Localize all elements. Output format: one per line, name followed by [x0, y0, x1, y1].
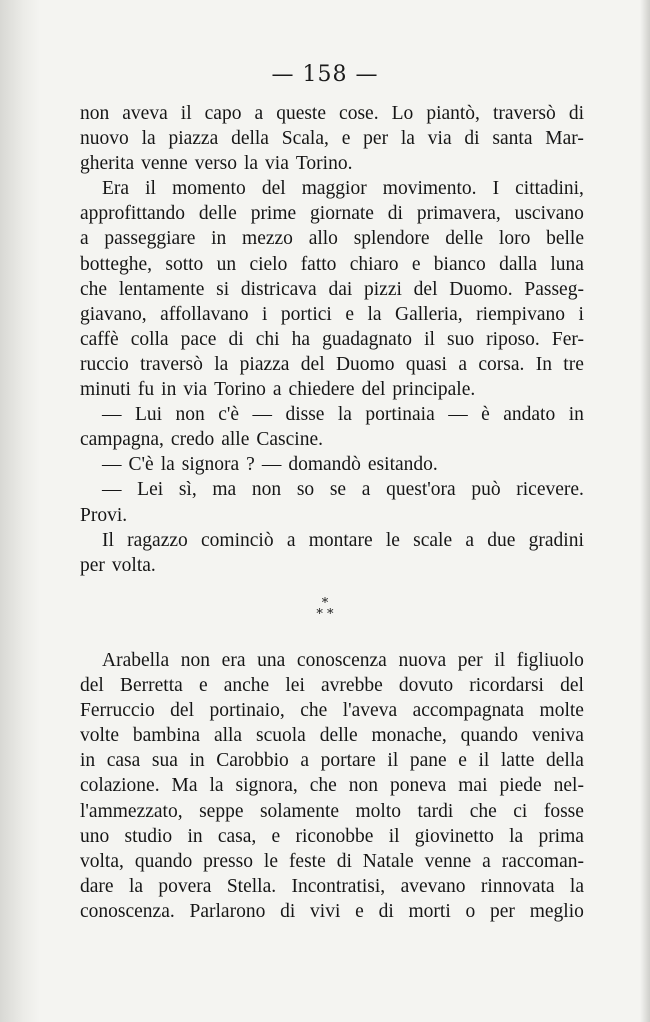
- word: monache,: [371, 725, 447, 747]
- word: piede: [499, 775, 542, 797]
- text-line: [80, 723, 584, 748]
- word: alla: [213, 725, 243, 747]
- word: del: [300, 353, 325, 375]
- word: —: [261, 454, 282, 476]
- word: Carobbio: [216, 750, 289, 772]
- word: via: [427, 128, 452, 150]
- word: Il: [102, 529, 114, 551]
- word: il: [388, 825, 400, 847]
- word: di: [568, 103, 584, 124]
- word: di: [464, 128, 480, 150]
- word: cose.: [339, 103, 379, 124]
- word: in: [189, 750, 205, 772]
- word: quasi: [405, 353, 447, 375]
- text-line: [80, 648, 584, 673]
- word: e: [198, 675, 208, 697]
- word: può: [471, 479, 501, 501]
- word: anche: [223, 675, 270, 697]
- word: dalla: [499, 253, 538, 275]
- word: mai: [458, 775, 488, 797]
- word: Fer-: [551, 328, 584, 350]
- text-line: [80, 824, 584, 849]
- word: aveva: [122, 103, 168, 124]
- word: signora: [181, 454, 240, 476]
- word: traversò: [492, 103, 556, 124]
- word: e: [341, 128, 351, 150]
- word: le: [385, 529, 400, 551]
- word: volta,: [80, 850, 124, 872]
- text-block-upper: [80, 101, 584, 578]
- word: maggior: [301, 178, 367, 200]
- word: scale: [413, 529, 453, 551]
- word: non: [80, 103, 110, 124]
- word: il: [145, 178, 156, 200]
- word: sì,: [178, 479, 197, 501]
- word: ricordarsi: [469, 675, 544, 697]
- text-line: [80, 101, 584, 126]
- word: botteghe,: [80, 253, 153, 275]
- word: approfittando: [80, 203, 186, 225]
- text-line: [80, 176, 584, 201]
- word: affollavano: [160, 303, 249, 325]
- text-line: [80, 528, 584, 553]
- word: Scala,: [281, 128, 329, 150]
- word: montare: [308, 529, 373, 551]
- word: traversò: [140, 353, 203, 375]
- word: che: [300, 700, 328, 722]
- word: lentamente: [118, 278, 205, 300]
- word: Lui: [134, 404, 163, 426]
- word: a: [361, 479, 371, 501]
- word: movimento.: [382, 178, 477, 200]
- word: il: [494, 650, 506, 671]
- word: splendore: [353, 228, 430, 250]
- word: portinaia: [365, 404, 435, 426]
- word: una: [257, 650, 286, 671]
- word: non: [175, 404, 205, 426]
- word: quando: [134, 850, 193, 872]
- word: e: [411, 253, 421, 275]
- word: Parlarono: [189, 900, 266, 922]
- word: solamente: [259, 800, 340, 822]
- asterism-bottom: * *: [316, 607, 334, 622]
- word: campagna,: [80, 429, 164, 451]
- word: uno: [80, 825, 110, 847]
- word: era: [221, 650, 246, 671]
- word: Incontratisi,: [291, 875, 386, 897]
- word: venne: [141, 153, 188, 175]
- word: esitando.: [367, 454, 438, 476]
- word: non: [251, 479, 282, 501]
- word: in: [211, 228, 227, 250]
- word: Passeg-: [524, 278, 584, 300]
- word: del: [80, 675, 104, 697]
- word: allo: [308, 228, 338, 250]
- word: si: [216, 278, 230, 300]
- word: nuova: [398, 650, 447, 671]
- word: mezzo: [242, 228, 293, 250]
- word: cominciò: [201, 529, 274, 551]
- word: corsa.: [478, 353, 525, 375]
- word: a: [465, 529, 475, 551]
- word: portare: [320, 750, 376, 772]
- word: presso: [203, 850, 253, 872]
- word: via: [265, 153, 289, 175]
- word: se: [329, 479, 347, 501]
- word: Stella.: [226, 875, 277, 897]
- word: signora,: [235, 775, 298, 797]
- word: a: [300, 750, 310, 772]
- word: per: [490, 900, 515, 922]
- word: fu: [137, 379, 155, 401]
- word: colla: [130, 328, 169, 350]
- word: due: [487, 529, 516, 551]
- word: Galleria,: [395, 303, 463, 325]
- word: nuovo: [80, 128, 129, 150]
- word: chi: [255, 328, 280, 350]
- text-line: [80, 327, 584, 352]
- word: Torino.: [295, 153, 353, 175]
- word: piantò,: [426, 103, 480, 124]
- word: fatto: [300, 253, 337, 275]
- word: poneva: [389, 775, 447, 797]
- word: povera: [158, 875, 212, 897]
- word: delle: [198, 203, 237, 225]
- word: che: [80, 278, 108, 300]
- word: prima: [538, 825, 584, 847]
- word: la: [569, 875, 584, 897]
- word: il: [387, 750, 399, 772]
- word: quando: [460, 725, 519, 747]
- word: ricevere.: [516, 479, 584, 501]
- text-line: [80, 799, 584, 824]
- word: un: [216, 253, 237, 275]
- word: Arabella: [102, 650, 170, 671]
- word: ?: [246, 454, 255, 476]
- word: a: [286, 529, 296, 551]
- word: studio: [124, 825, 173, 847]
- word: casa: [106, 750, 141, 772]
- word: la: [400, 128, 415, 150]
- text-line: [80, 352, 584, 377]
- word: prime: [250, 203, 297, 225]
- word: latte: [500, 750, 535, 772]
- word: molte: [539, 700, 584, 722]
- word: del: [170, 700, 194, 722]
- word: uscivano: [514, 203, 584, 225]
- word: del: [560, 675, 584, 697]
- word: primavera,: [416, 203, 501, 225]
- word: giovinetto: [414, 825, 494, 847]
- text-line: [80, 849, 584, 874]
- word: Lei: [137, 479, 164, 501]
- word: districava: [240, 278, 317, 300]
- text-line: [80, 899, 584, 924]
- word: di: [280, 900, 296, 922]
- word: di: [228, 328, 244, 350]
- word: suo: [447, 328, 475, 350]
- word: caffè: [80, 328, 119, 350]
- word: di: [378, 900, 394, 922]
- word: il: [424, 328, 435, 350]
- word: accompagnata: [412, 700, 525, 722]
- word: chiedere: [288, 379, 355, 401]
- text-line: [80, 452, 584, 477]
- word: raccoman-: [501, 850, 584, 872]
- word: dare: [80, 875, 114, 897]
- word: la: [141, 128, 156, 150]
- word: il: [478, 750, 490, 772]
- word: gherita: [80, 153, 135, 175]
- word: pace: [180, 328, 217, 350]
- word: santa: [492, 128, 533, 150]
- word: l'aveva: [342, 700, 398, 722]
- word: non: [180, 650, 211, 671]
- word: —: [448, 404, 468, 426]
- word: e: [355, 900, 364, 922]
- word: tre: [563, 353, 584, 375]
- word: volta.: [111, 554, 156, 576]
- text-line: [80, 427, 584, 452]
- word: e: [271, 825, 281, 847]
- word: avevano: [400, 875, 466, 897]
- word: cielo: [249, 253, 288, 275]
- word: veniva: [531, 725, 584, 747]
- word: disse: [285, 404, 325, 426]
- word: Berretta: [119, 675, 183, 697]
- word: —: [102, 479, 122, 501]
- word: per: [457, 650, 483, 671]
- word: I: [492, 178, 500, 200]
- word: a: [80, 228, 89, 250]
- word: Duomo: [335, 353, 395, 375]
- word: dovuto: [398, 675, 454, 697]
- word: ha: [291, 328, 311, 350]
- word: pane: [409, 750, 447, 772]
- word: delle: [319, 725, 358, 747]
- word: nel-: [553, 775, 584, 797]
- word: in: [161, 379, 177, 401]
- word: a: [458, 353, 467, 375]
- word: Torino: [214, 379, 266, 401]
- word: avrebbe: [321, 675, 383, 697]
- word: cittadini,: [515, 178, 584, 200]
- text-line: [80, 553, 584, 578]
- word: seppe: [199, 800, 244, 822]
- text-line: [80, 748, 584, 773]
- word: la: [367, 303, 382, 325]
- word: riempivano: [476, 303, 565, 325]
- word: i: [262, 303, 268, 325]
- word: del: [361, 379, 386, 401]
- word: non: [348, 775, 379, 797]
- word: belle: [546, 228, 584, 250]
- word: so: [296, 479, 315, 501]
- word: credo: [170, 429, 215, 451]
- word: scuola: [255, 725, 306, 747]
- word: —: [252, 404, 272, 426]
- text-line: [80, 477, 584, 502]
- text-line: [80, 698, 584, 723]
- word: in: [80, 750, 96, 772]
- text-line: [80, 226, 584, 251]
- word: passeggiare: [104, 228, 196, 250]
- word: capo: [204, 103, 242, 124]
- word: bambina: [132, 725, 201, 747]
- word: figliuolo: [516, 650, 584, 671]
- word: ruccio: [80, 353, 129, 375]
- word: bianco: [433, 253, 486, 275]
- word: molto: [355, 800, 402, 822]
- word: giornate: [310, 203, 374, 225]
- word: il: [180, 103, 192, 124]
- word: C'è: [128, 454, 154, 476]
- text-line: [80, 874, 584, 899]
- word: momento: [172, 178, 246, 200]
- word: Duomo.: [449, 278, 513, 300]
- word: sua: [151, 750, 178, 772]
- word: Natale: [362, 850, 414, 872]
- word: guadagnato: [322, 328, 412, 350]
- text-line: [80, 673, 584, 698]
- word: morti: [408, 900, 451, 922]
- word: delle: [445, 228, 484, 250]
- word: quest'ora: [386, 479, 456, 501]
- text-line: [80, 503, 584, 528]
- text-block-lower: [80, 648, 584, 924]
- word: del: [413, 278, 438, 300]
- word: della: [546, 750, 584, 772]
- text-line: [80, 151, 584, 176]
- word: di: [387, 203, 403, 225]
- word: Lo: [391, 103, 414, 124]
- word: a: [482, 850, 491, 872]
- word: In: [535, 353, 552, 375]
- text-line: [80, 252, 584, 277]
- word: casa,: [217, 825, 257, 847]
- word: Provi.: [80, 504, 128, 526]
- word: la: [243, 153, 259, 175]
- word: Cascine.: [256, 429, 323, 451]
- word: Ferruccio: [80, 700, 155, 722]
- word: portinaio,: [209, 700, 285, 722]
- word: riposo.: [486, 328, 540, 350]
- word: portici: [280, 303, 332, 325]
- text-line: [80, 773, 584, 798]
- text-line: [80, 302, 584, 327]
- word: per: [80, 554, 105, 576]
- word: via: [183, 379, 208, 401]
- word: conoscenza.: [80, 900, 175, 922]
- text-line: [80, 201, 584, 226]
- word: queste: [276, 103, 327, 124]
- word: domandò: [288, 454, 361, 476]
- word: tardi: [417, 800, 454, 822]
- word: la: [509, 825, 524, 847]
- word: e: [345, 303, 354, 325]
- word: pizzi: [364, 278, 402, 300]
- word: la: [128, 875, 144, 897]
- text-line: [80, 277, 584, 302]
- word: e: [458, 750, 467, 772]
- word: Mar-: [545, 128, 584, 150]
- section-break-asterism: [0, 598, 650, 620]
- word: lei: [285, 675, 305, 697]
- word: conoscenza: [296, 650, 387, 671]
- word: del: [261, 178, 286, 200]
- word: la: [337, 404, 352, 426]
- word: —: [102, 454, 122, 476]
- word: piazza: [168, 128, 219, 150]
- word: che: [309, 775, 337, 797]
- page-number: — 158 —: [271, 62, 379, 87]
- word: a: [254, 103, 264, 124]
- word: l'ammezzato,: [80, 800, 183, 822]
- asterism-top: *: [321, 596, 329, 611]
- word: ci: [513, 800, 528, 822]
- word: volte: [80, 725, 119, 747]
- word: —: [102, 404, 122, 426]
- word: in: [187, 825, 203, 847]
- word: la: [209, 775, 224, 797]
- word: sotto: [165, 253, 204, 275]
- word: Era: [102, 178, 130, 200]
- word: in: [568, 404, 584, 426]
- text-line: [80, 126, 584, 151]
- word: ma: [212, 479, 237, 501]
- word: Ma: [171, 775, 198, 797]
- word: è: [481, 404, 490, 426]
- word: a: [272, 379, 282, 401]
- word: gradini: [528, 529, 584, 551]
- word: la: [214, 353, 229, 375]
- word: chiaro: [349, 253, 399, 275]
- word: rinnovata: [480, 875, 555, 897]
- word: i: [578, 303, 584, 325]
- word: luna: [550, 253, 584, 275]
- text-line: [80, 377, 584, 402]
- word: colazione.: [80, 775, 160, 797]
- word: di: [336, 850, 352, 872]
- word: venne: [424, 850, 472, 872]
- word: c'è: [218, 404, 240, 426]
- word: piazza: [239, 353, 290, 375]
- word: che: [469, 800, 497, 822]
- word: della: [231, 128, 269, 150]
- word: giavano,: [80, 303, 147, 325]
- word: ragazzo: [127, 529, 188, 551]
- word: feste: [288, 850, 326, 872]
- word: per: [363, 128, 389, 150]
- word: minuti: [80, 379, 131, 401]
- word: verso: [194, 153, 237, 175]
- word: andato: [503, 404, 556, 426]
- word: riconobbe: [295, 825, 374, 847]
- word: o: [465, 900, 476, 922]
- word: vivi: [310, 900, 341, 922]
- word: dai: [328, 278, 353, 300]
- word: fosse: [543, 800, 584, 822]
- word: principale.: [392, 379, 476, 401]
- word: loro: [498, 228, 531, 250]
- word: le: [263, 850, 278, 872]
- word: meglio: [529, 900, 584, 922]
- word: la: [160, 454, 175, 476]
- text-line: [80, 402, 584, 427]
- word: alle: [221, 429, 250, 451]
